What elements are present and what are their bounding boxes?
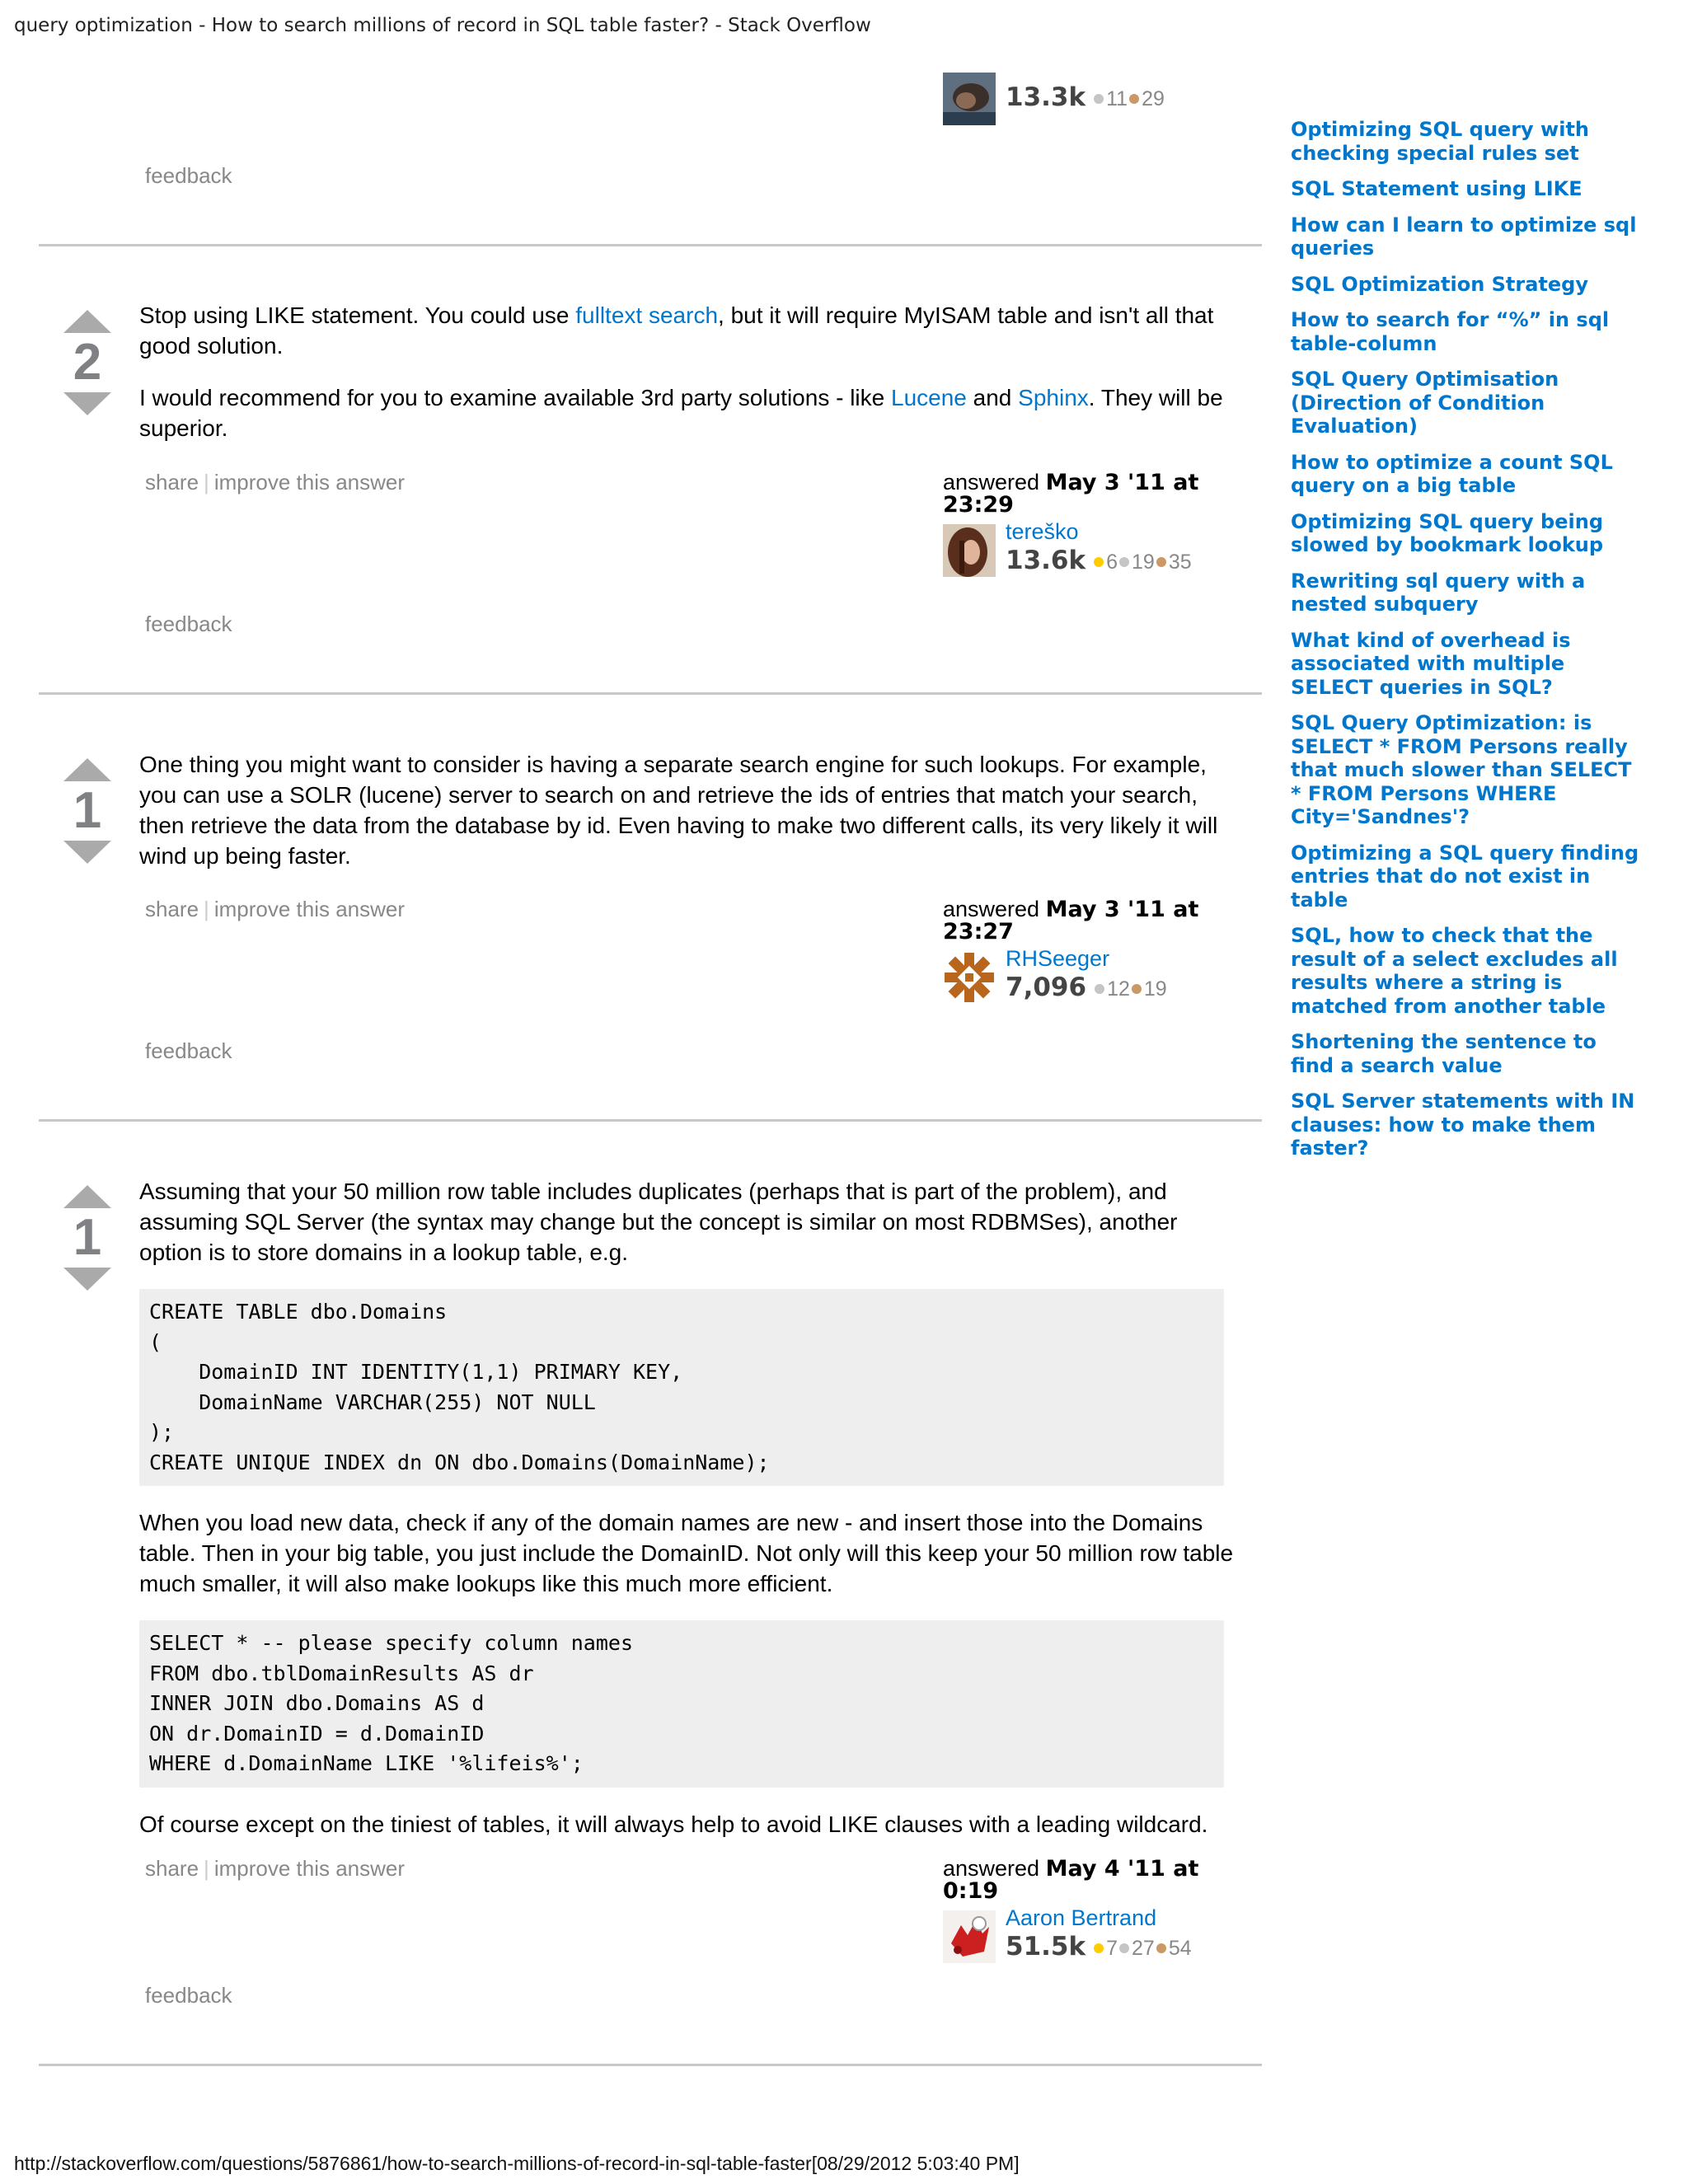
related-question-link[interactable]: What kind of overhead is associated with multiple SELECT queries in SQL? xyxy=(1291,628,1571,699)
reputation-score: 13.6k xyxy=(1006,546,1086,575)
answer-body xyxy=(139,1176,1244,1861)
silver-badge-count: 19 xyxy=(1132,551,1155,574)
answered-timestamp: answered May 3 '11 at 23:29 xyxy=(943,470,1199,518)
bronze-badge-count: 19 xyxy=(1143,977,1167,1001)
bronze-badge-icon xyxy=(1156,1943,1166,1953)
reputation-line xyxy=(1006,972,1167,1002)
bronze-badge-icon xyxy=(1129,94,1139,104)
post-menu xyxy=(145,897,405,922)
user-details xyxy=(943,1905,1256,1965)
related-question-link[interactable]: Optimizing SQL query being slowed by bookmark lookup xyxy=(1291,509,1604,556)
related-question-link[interactable]: SQL Optimization Strategy xyxy=(1291,272,1589,296)
vote-up-icon[interactable] xyxy=(63,758,111,781)
page-title: query optimization - How to search millions of record in SQL table faster? - Stack Overflow xyxy=(14,15,871,36)
reputation-score: 13.3k xyxy=(1006,82,1086,112)
answer-body xyxy=(139,749,1244,893)
answered-timestamp: answered May 4 '11 at 0:19 xyxy=(943,1856,1199,1904)
feedback-link[interactable]: feedback xyxy=(145,1983,232,2008)
reputation-line xyxy=(1006,1932,1192,1961)
silver-badge-icon xyxy=(1119,1943,1129,1953)
gold-badge-count: 7 xyxy=(1106,1937,1118,1960)
related-question-link[interactable]: Rewriting sql query with a nested subquery xyxy=(1291,569,1586,616)
menu-separator: | xyxy=(204,897,209,921)
code-block: SELECT * -- please specify column names FROM dbo.tblDomainResults AS dr INNER JOIN dbo.Domains AS d ON dr.DomainID = d.DomainID WHERE d.DomainName LIKE '%lifeis%'; xyxy=(139,1620,1224,1788)
avatar[interactable] xyxy=(943,524,996,577)
vote-down-icon[interactable] xyxy=(63,1268,111,1291)
silver-badge-icon xyxy=(1095,984,1104,994)
answered-timestamp: answered May 3 '11 at 23:27 xyxy=(943,897,1199,944)
avatar[interactable] xyxy=(943,951,996,1004)
gold-badge-icon xyxy=(1094,557,1104,567)
user-name-link[interactable]: RHSeeger xyxy=(1006,946,1110,971)
related-question-link[interactable]: SQL Server statements with IN clauses: how to make them faster? xyxy=(1291,1090,1635,1160)
bronze-badge-icon xyxy=(1156,557,1166,567)
related-question-link[interactable]: How can I learn to optimize sql queries xyxy=(1291,213,1637,260)
feedback-link[interactable]: feedback xyxy=(145,1038,232,1063)
bronze-badge-count: 35 xyxy=(1168,551,1192,574)
user-details xyxy=(943,519,1256,579)
sphinx-link[interactable]: Sphinx xyxy=(1018,385,1089,410)
post-menu xyxy=(145,1856,405,1882)
gold-badge-icon xyxy=(1094,1943,1104,1953)
reputation-line xyxy=(1006,546,1192,575)
related-question-link[interactable]: How to optimize a count SQL query on a big table xyxy=(1291,450,1613,497)
answer-paragraph: One thing you might want to consider is having a separate search engine for such lookups. For example, you can use a SOLR (lucene) server to search on and retrieve the ids of entries that match your search, then retrieve the data from the database by id. Even having to make two different calls, its very likely it will wind up being faster. xyxy=(139,752,1218,869)
avatar[interactable] xyxy=(943,73,996,125)
answer-divider xyxy=(39,2064,1262,2066)
vote-column xyxy=(63,310,112,415)
vote-count: 1 xyxy=(73,782,102,839)
user-name-link[interactable]: Aaron Bertrand xyxy=(1006,1905,1157,1930)
feedback-link[interactable]: feedback xyxy=(145,163,232,188)
feedback-link[interactable]: feedback xyxy=(145,612,232,636)
vote-column xyxy=(63,1185,112,1291)
vote-up-icon[interactable] xyxy=(63,310,111,333)
user-card xyxy=(943,898,1256,1005)
related-question-link[interactable]: SQL, how to check that the result of a select excludes all results where a string is matched from another table xyxy=(1291,924,1618,1018)
gold-badge-count: 6 xyxy=(1106,551,1118,574)
menu-separator: | xyxy=(204,1856,209,1881)
reputation-score: 51.5k xyxy=(1006,1932,1086,1961)
reputation-line xyxy=(1006,82,1165,112)
improve-answer-link[interactable]: improve this answer xyxy=(213,470,406,494)
answer-paragraph: When you load new data, check if any of the domain names are new - and insert those into the Domains table. Then in your big table, you just include the DomainID. Not only will this keep your 50 million row table much smaller, it will also make lookups like this much more efficient. xyxy=(139,1510,1234,1596)
share-link[interactable]: share xyxy=(145,897,199,921)
silver-badge-count: 12 xyxy=(1107,977,1130,1001)
user-details xyxy=(943,946,1256,1005)
vote-up-icon[interactable] xyxy=(63,1185,111,1208)
answer-body xyxy=(139,300,1244,465)
answer-paragraph: Of course except on the tiniest of tables, it will always help to avoid LIKE clauses with a leading wildcard. xyxy=(139,1811,1208,1837)
related-question-link[interactable]: SQL Statement using LIKE xyxy=(1291,177,1582,200)
vote-down-icon[interactable] xyxy=(63,841,111,864)
answer-paragraph: Stop using LIKE statement. You could use fulltext search, but it will require MyISAM table and isn't all that good solution. xyxy=(139,302,1214,359)
related-questions-sidebar xyxy=(1291,118,1645,1173)
avatar[interactable] xyxy=(943,1910,996,1963)
vote-count: 1 xyxy=(73,1209,102,1266)
bronze-badge-icon xyxy=(1132,984,1142,994)
share-link[interactable]: share xyxy=(145,1856,199,1881)
answer-paragraph: I would recommend for you to examine available 3rd party solutions - like Lucene and Sphinx. They will be superior. xyxy=(139,385,1223,441)
related-question-link[interactable]: Optimizing SQL query with checking special rules set xyxy=(1291,118,1590,165)
vote-column xyxy=(63,758,112,864)
answer-paragraph: Assuming that your 50 million row table includes duplicates (perhaps that is part of the problem), and assuming SQL Server (the syntax may change but the concept is similar on most RDBMSes), another option is to store domains in a lookup table, e.g. xyxy=(139,1179,1178,1265)
answer-divider xyxy=(39,692,1262,695)
improve-answer-link[interactable]: improve this answer xyxy=(213,1856,406,1881)
silver-badge-icon xyxy=(1119,557,1129,567)
lucene-link[interactable]: Lucene xyxy=(891,385,967,410)
post-menu xyxy=(145,470,405,495)
vote-count: 2 xyxy=(73,334,102,391)
previous-user-card xyxy=(943,73,1256,132)
silver-badge-count: 11 xyxy=(1106,87,1128,110)
code-block: CREATE TABLE dbo.Domains ( DomainID INT IDENTITY(1,1) PRIMARY KEY, DomainName VARCHAR(255) NOT NULL ); CREATE UNIQUE INDEX dn ON dbo.Domains(DomainName); xyxy=(139,1289,1224,1486)
improve-answer-link[interactable]: improve this answer xyxy=(213,897,406,921)
fulltext-search-link[interactable]: fulltext search xyxy=(575,302,719,328)
related-question-link[interactable]: SQL Query Optimisation (Direction of Condition Evaluation) xyxy=(1291,368,1559,438)
silver-badge-icon xyxy=(1094,94,1104,104)
answer-divider xyxy=(39,1119,1262,1122)
answer-divider xyxy=(39,244,1262,246)
footer-url: http://stackoverflow.com/questions/5876861/how-to-search-millions-of-record-in-sql-table-faster[08/29/2012 5:03:40 PM] xyxy=(14,2153,1020,2174)
reputation-score: 7,096 xyxy=(1006,972,1087,1002)
related-question-link[interactable]: How to search for “%” in sql table-column xyxy=(1291,308,1610,355)
related-question-link[interactable]: Shortening the sentence to find a search value xyxy=(1291,1030,1597,1077)
bronze-badge-count: 29 xyxy=(1142,87,1165,110)
related-question-link[interactable]: SQL Query Optimization: is SELECT * FROM Persons really that much slower than SELECT * FROM Persons WHERE City='Sandnes'? xyxy=(1291,711,1632,828)
bronze-badge-count: 54 xyxy=(1168,1937,1192,1960)
share-link[interactable]: share xyxy=(145,470,199,494)
vote-down-icon[interactable] xyxy=(63,392,111,415)
silver-badge-count: 27 xyxy=(1132,1937,1155,1960)
menu-separator: | xyxy=(204,470,209,494)
related-question-link[interactable]: Optimizing a SQL query finding entries that do not exist in table xyxy=(1291,841,1639,912)
user-card xyxy=(943,471,1256,579)
user-name-link[interactable]: tereško xyxy=(1006,519,1079,544)
user-card xyxy=(943,1858,1256,1965)
